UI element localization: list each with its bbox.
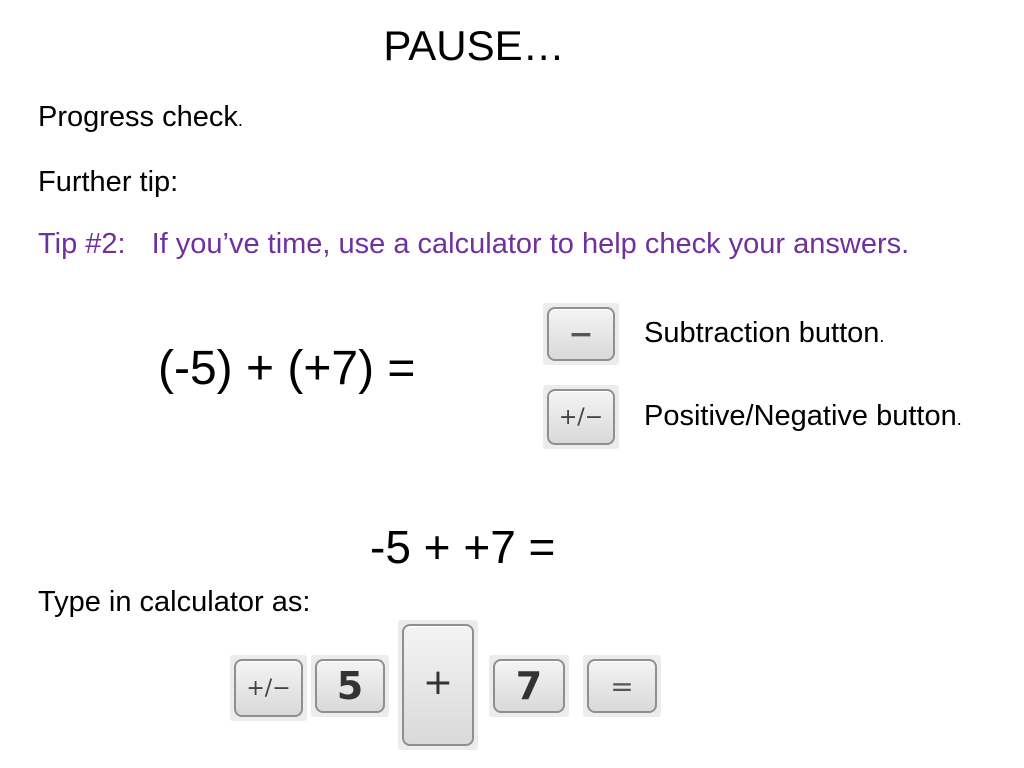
subtraction-label-dot: . <box>879 326 885 346</box>
slide-title <box>0 22 1024 70</box>
tip-label: Tip #2: <box>38 228 126 260</box>
posneg-label-line <box>644 400 962 433</box>
subtraction-key-icon: − <box>547 307 615 361</box>
bracketed-expression: (-5) + (+7) = <box>158 342 416 395</box>
digit-5-key-icon: 5 <box>315 659 385 713</box>
sequence-key-5 <box>311 655 389 717</box>
tip-text: If you’ve time, use a calculator to help check your answers. <box>151 228 910 260</box>
sequence-key-equals <box>583 655 661 717</box>
subtraction-key-tile <box>543 303 619 365</box>
typed-expression: -5 + +7 = <box>370 521 556 573</box>
progress-check-dot: . <box>237 110 243 130</box>
sequence-key-plus <box>398 620 478 750</box>
progress-check-line <box>38 101 243 134</box>
posneg-key-tile <box>543 385 619 449</box>
posneg-key-icon: +/− <box>547 389 615 445</box>
posneg-label-dot: . <box>956 409 962 429</box>
posneg-key-icon: +/− <box>234 659 303 717</box>
posneg-label: Positive/Negative button <box>644 400 957 432</box>
further-tip-heading: Further tip: <box>38 166 179 198</box>
plus-key-icon: + <box>402 624 474 746</box>
sequence-key-7 <box>489 655 569 717</box>
type-in-label: Type in calculator as: <box>38 586 311 618</box>
equals-key-icon: = <box>587 659 657 713</box>
subtraction-label: Subtraction button <box>644 317 880 349</box>
digit-7-key-icon: 7 <box>493 659 565 713</box>
progress-check-text: Progress check <box>38 101 238 133</box>
subtraction-label-line <box>644 317 884 350</box>
slide-title-text: PAUSE… <box>383 22 565 69</box>
tip-line <box>38 228 909 261</box>
sequence-key-posneg <box>230 655 307 721</box>
